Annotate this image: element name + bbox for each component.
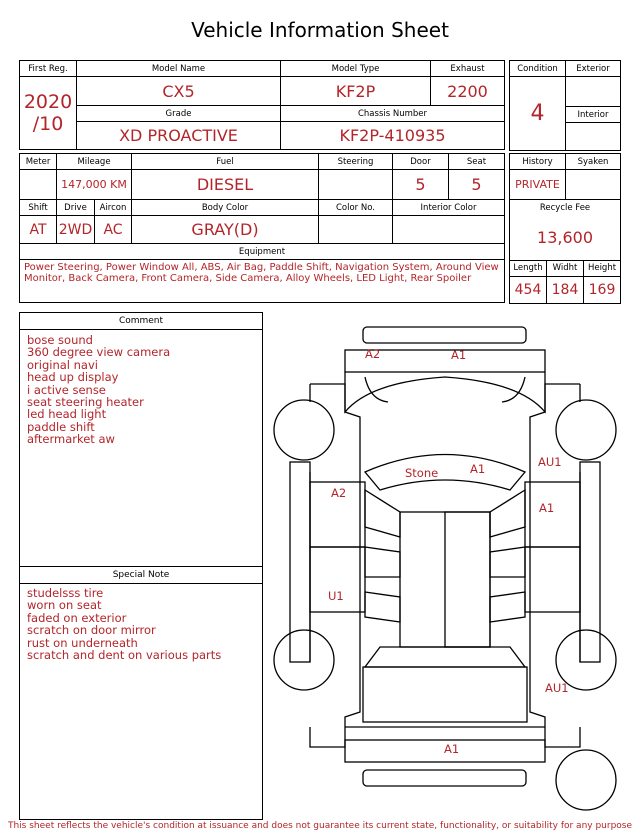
front-bumper-outline	[363, 327, 526, 343]
damage-mark: AU1	[545, 681, 569, 695]
height-value: 169	[584, 276, 621, 303]
model-type-value: KF2P	[281, 77, 431, 106]
left-windows	[365, 490, 400, 622]
list-item: i active sense	[27, 382, 106, 397]
color-no-value	[319, 216, 393, 244]
chassis-label: Chassis Number	[281, 106, 505, 122]
recycle-value: 13,600	[510, 215, 621, 260]
height-label: Height	[584, 260, 621, 276]
seat-label: Seat	[449, 154, 505, 170]
first-reg-value	[20, 77, 77, 150]
list-item: original navi	[27, 357, 98, 372]
damage-mark: A1	[451, 348, 467, 362]
interior-label: Interior	[566, 107, 621, 123]
damage-mark: Stone	[405, 466, 439, 480]
steering-value	[319, 170, 393, 200]
exterior-label: Exterior	[566, 61, 621, 77]
length-value: 454	[510, 276, 547, 303]
mileage-label: Mileage	[57, 154, 132, 170]
damage-mark: A1	[470, 462, 486, 476]
history-table	[509, 153, 621, 200]
list-item: scratch and dent on various parts	[27, 648, 222, 663]
exterior-value	[566, 77, 621, 107]
grade-label: Grade	[77, 106, 281, 122]
interior-value	[566, 123, 621, 151]
wheel-front-right	[556, 400, 616, 460]
left-side-outline	[310, 384, 360, 747]
spare-wheel	[556, 750, 616, 810]
list-item: 360 degree view camera	[27, 345, 171, 360]
seat-value: 5	[449, 170, 505, 200]
recycle-label: Recycle Fee	[510, 200, 621, 216]
right-windows	[490, 490, 525, 622]
body-color-label: Body Color	[132, 200, 319, 216]
car-diagram	[270, 322, 620, 812]
list-item: scratch on door mirror	[27, 623, 156, 638]
fuel-value: DIESEL	[132, 170, 319, 200]
wheel-front-left	[274, 400, 334, 460]
drive-label: Drive	[57, 200, 95, 216]
condition-value: 4	[510, 77, 566, 151]
hood-outline	[345, 372, 545, 412]
damage-mark: U1	[328, 589, 344, 603]
body-color-value: GRAY(D)	[132, 216, 319, 244]
length-label: Length	[510, 260, 547, 276]
aircon-value: AC	[95, 216, 132, 244]
model-name-label: Model Name	[77, 61, 281, 77]
steering-label: Steering	[319, 154, 393, 170]
list-item: rust on underneath	[27, 635, 138, 650]
rear-bumper-lower	[363, 770, 526, 786]
headlight-outline	[365, 377, 525, 402]
syaken-label: Syaken	[566, 154, 621, 170]
interior-color-label: Interior Color	[393, 200, 505, 216]
list-item: led head light	[27, 407, 107, 422]
damage-mark: A1	[444, 742, 460, 756]
list-item: worn on seat	[27, 598, 102, 613]
grade-value: XD PROACTIVE	[77, 122, 281, 150]
aircon-label: Aircon	[95, 200, 132, 216]
model-type-label: Model Type	[281, 61, 431, 77]
width-value: 184	[547, 276, 584, 303]
shift-value: AT	[20, 216, 57, 244]
page-title: Vehicle Information Sheet	[191, 18, 449, 42]
first-reg-year: 2020	[23, 91, 73, 113]
comment-list	[20, 330, 262, 446]
recycle-table	[509, 199, 621, 304]
interior-color-value	[393, 216, 505, 244]
disclaimer-footer: This sheet reflects the vehicle's condition at issuance and does not guarantee its current state, functionality, or suitability for any purpose	[7, 821, 633, 831]
exhaust-label: Exhaust	[431, 61, 505, 77]
special-note-list	[20, 583, 262, 661]
first-reg-month: /10	[32, 113, 64, 135]
list-item: paddle shift	[27, 419, 95, 434]
wheel-rear-left	[274, 630, 334, 690]
list-item: aftermarket aw	[27, 432, 115, 447]
damage-mark: A1	[539, 501, 555, 515]
exhaust-value: 2200	[431, 77, 505, 106]
condition-table	[509, 60, 621, 151]
shift-label: Shift	[20, 200, 57, 216]
special-note-header: Special Note	[20, 566, 262, 584]
list-item: studelsss tire	[27, 586, 104, 600]
meter-label: Meter	[20, 154, 57, 170]
list-item: seat steering heater	[27, 395, 144, 410]
door-label: Door	[393, 154, 449, 170]
right-rear-door	[525, 547, 580, 612]
model-name-value: CX5	[77, 77, 281, 106]
chassis-value: KF2P-410935	[281, 122, 505, 150]
door-value: 5	[393, 170, 449, 200]
equipment-value: Power Steering, Power Window All, ABS, Air Bag, Paddle Shift, Navigation System, Around View Monitor, Back Camera, Front Camera, Side Camera, Alloy Wheels, LED Light, Rear Spoiler	[20, 260, 505, 303]
list-item: head up display	[27, 370, 119, 385]
damage-mark: A2	[365, 347, 381, 361]
damage-mark: AU1	[538, 455, 562, 469]
rear-window	[365, 647, 525, 667]
drive-value: 2WD	[57, 216, 95, 244]
damage-mark: A2	[331, 486, 347, 500]
meter-value	[20, 170, 57, 200]
color-no-label: Color No.	[319, 200, 393, 216]
syaken-value	[566, 170, 621, 200]
vehicle-info-table	[19, 60, 505, 150]
comment-header: Comment	[20, 313, 262, 330]
vehicle-detail-table	[19, 153, 505, 303]
first-reg-label: First Reg.	[20, 61, 77, 77]
list-item: faded on exterior	[27, 610, 127, 625]
equipment-label: Equipment	[20, 244, 505, 260]
history-value: PRIVATE	[510, 170, 566, 200]
history-label: History	[510, 154, 566, 170]
list-item: bose sound	[27, 333, 93, 347]
condition-label: Condition	[510, 61, 566, 77]
tailgate	[363, 667, 527, 722]
width-label: Widht	[547, 260, 584, 276]
sunroof-outline	[445, 512, 490, 647]
fuel-label: Fuel	[132, 154, 319, 170]
comment-panel	[19, 312, 263, 820]
windshield	[365, 455, 525, 491]
mileage-value: 147,000 KM	[57, 170, 132, 200]
